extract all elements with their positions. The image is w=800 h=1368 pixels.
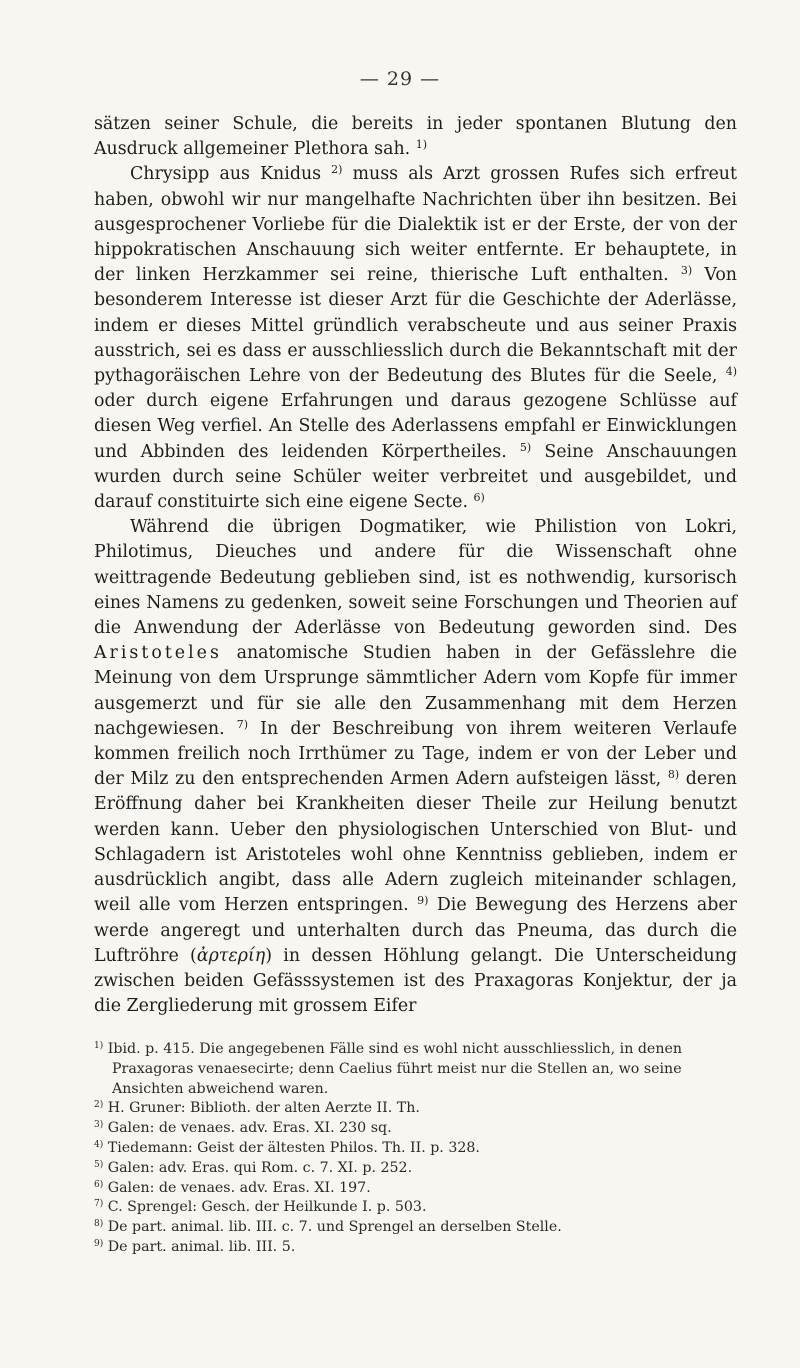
footnote-reference: 5) — [519, 440, 532, 454]
footnote-number: 8) — [94, 1219, 104, 1230]
footnote — [94, 1238, 737, 1258]
text-run: oder durch eigene Erfahrungen und daraus gezogene Schlüsse auf diesen Weg verfiel. An Stelle des Aderlassens empfahl er Einwicklungen und Abbinden des leidenden Körpertheiles. — [94, 391, 737, 462]
paragraph — [94, 162, 737, 515]
footnote-text: De part. animal. lib. III. 5. — [107, 1238, 296, 1255]
text-run: Chrysipp aus Knidus — [130, 164, 332, 185]
text-run: sätzen seiner Schule, die bereits in jeder spontanen Blutung den Ausdruck allgemeiner Plethora sah. — [94, 114, 737, 160]
footnote-reference: 7) — [236, 717, 249, 731]
footnote — [94, 1179, 737, 1199]
footnote-number: 7) — [94, 1199, 104, 1210]
footnote — [94, 1040, 737, 1099]
footnote-text: Galen: adv. Eras. qui Rom. c. 7. XI. p. 252. — [107, 1159, 413, 1176]
footnote — [94, 1159, 737, 1179]
footnote-number: 5) — [94, 1159, 104, 1170]
footnote-reference: 8) — [667, 768, 680, 782]
greek-term: ἀρτερίη — [196, 945, 266, 966]
footnote-text: H. Gruner: Biblioth. der alten Aerzte II. Th. — [107, 1100, 420, 1117]
footnotes — [94, 1040, 737, 1258]
footnote-reference: 4) — [725, 365, 737, 379]
text-run: Seine Anschauungen wurden durch seine Schüler weiter verbreitet und ausgebildet, und darauf constituirte sich eine eigene Secte. — [94, 441, 737, 513]
footnote-number: 9) — [94, 1238, 104, 1249]
footnote-number: 4) — [94, 1139, 104, 1150]
footnote — [94, 1198, 737, 1218]
text-run: muss als Arzt grossen Rufes sich erfreut haben, obwohl wir nur mangelhafte Nachrichten über ihn besitzen. Bei ausgesprochener Vorliebe für die Dialektik ist er der Erste, der von der hippokratischen Anschauung sich weiter entfernte. Er behauptete, in der linken Herzkammer sei reine, thierische Luft enthalten. — [94, 164, 737, 286]
footnote — [94, 1099, 737, 1119]
footnote-reference: 1) — [415, 138, 427, 152]
text-run: deren Eröffnung daher bei Krankheiten dieser Theile zur Heilung benutzt werden kann. Ueber den physiologischen Unterschied von Blut- und Schlagadern ist Aristoteles wohl ohne Kenntniss geblieben, indem er ausdrücklich angibt, dass alle Adern zugleich miteinander schlagen, weil alle vom Herzen entspringen. — [94, 769, 737, 916]
page-number: — 29 — — [359, 68, 441, 90]
paragraph — [94, 112, 737, 162]
body-text — [94, 112, 737, 1019]
footnote-reference: 6) — [473, 491, 485, 505]
footnote-number: 3) — [94, 1120, 104, 1131]
footnote-text: Tiedemann: Geist der ältesten Philos. Th. II. p. 328. — [107, 1139, 480, 1156]
footnote-text: Galen: de venaes. adv. Eras. XI. 197. — [107, 1179, 371, 1196]
paragraph — [94, 515, 737, 1019]
footnote-text: De part. animal. lib. III. c. 7. und Sprengel an derselben Stelle. — [107, 1219, 562, 1236]
footnote-number: 2) — [94, 1100, 104, 1111]
footnote-text: Ibid. p. 415. Die angegebenen Fälle sind es wohl nicht ausschliesslich, in denen Praxagoras venaesecirte; denn Caelius führt meist nur die Stellen an, wo seine Ansichten abweichend waren. — [107, 1041, 682, 1097]
footnote-text: C. Sprengel: Gesch. der Heilkunde I. p. 503. — [107, 1199, 427, 1216]
footnote-text: Galen: de venaes. adv. Eras. XI. 230 sq. — [107, 1120, 392, 1137]
footnote-reference: 3) — [680, 264, 693, 278]
footnote — [94, 1139, 737, 1159]
footnote-number: 6) — [94, 1179, 104, 1190]
footnote — [94, 1218, 737, 1238]
footnote-reference: 2) — [331, 163, 343, 177]
footnote-reference: 9) — [417, 894, 429, 908]
text-run: ) in dessen Höhlung gelangt. Die Unterscheidung zwischen beiden Gefässsystemen ist des Praxagoras Konjektur, der ja die Zergliederung mit grossem Eifer — [94, 945, 738, 1017]
footnote-number: 1) — [94, 1041, 104, 1051]
text-run: Die Bewegung des Herzens aber werde angeregt und unterhalten durch das Pneuma, das durch die Luftröhre ( — [94, 895, 737, 966]
text-run: anatomische Studien haben in der Gefässlehre die Meinung von dem Ursprunge sämmtlicher Adern vom Kopfe für immer ausgemerzt und für sie alle den Zusammenhang mit dem Herzen nachgewiesen. — [94, 643, 737, 739]
text-run: Von besonderem Interesse ist dieser Arzt für die Geschichte der Aderlässe, indem er dieses Mittel gründlich verabscheute und aus seiner Praxis ausstrich, sei es dass er ausschliesslich durch die Bekanntschaft mit der pythagoräischen Lehre von der Bedeutung des Blutes für die Seele, — [94, 265, 737, 387]
footnote — [94, 1119, 737, 1139]
spaced-name: Aristoteles — [94, 643, 222, 664]
text-run: In der Beschreibung von ihrem weiteren Verlaufe kommen freilich noch Irrthümer zu Tage, indem er von der Leber und der Milz zu den entsprechenden Armen Adern aufsteigen lässt, — [94, 718, 737, 790]
text-run: Während die übrigen Dogmatiker, wie Philistion von Lokri, Philotimus, Dieuches und andere für die Wissenschaft ohne weittragende Bedeutung geblieben sind, ist es nothwendig, kursorisch eines Namens zu gedenken, soweit seine Forschungen und Theorien auf die Anwendung der Aderlässe von Bedeutung geworden sind. Des — [94, 517, 737, 639]
